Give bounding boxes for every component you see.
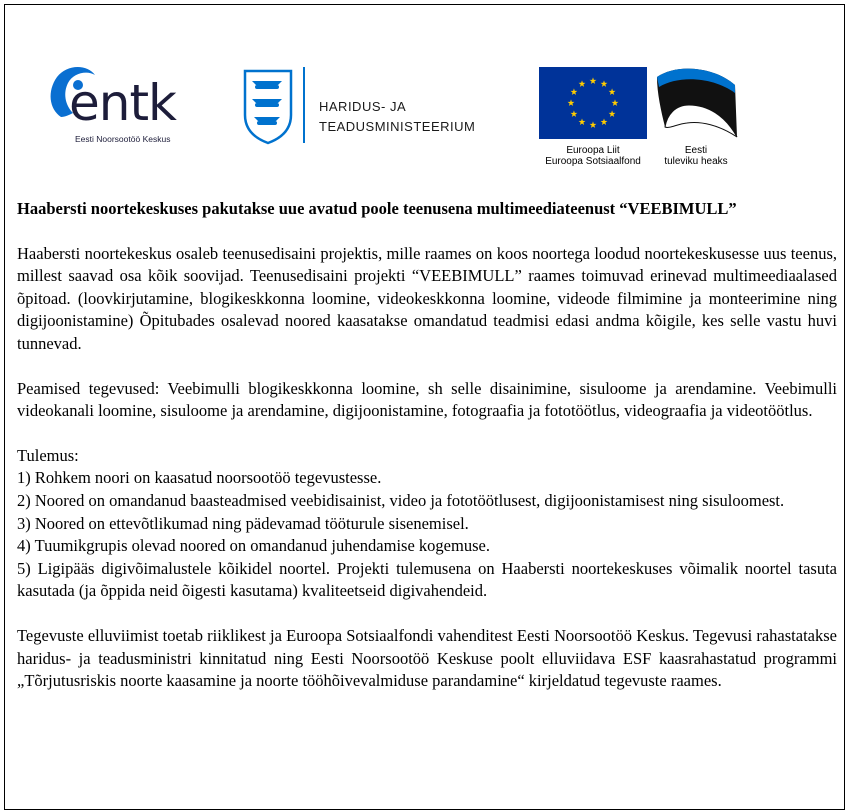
ministry-divider	[303, 67, 305, 143]
ministry-line-1: HARIDUS- JA	[319, 99, 407, 114]
document-title: Haabersti noortekeskuses pakutakse uue avatud poole teenusena multimeediateenust “VEEBIMULL”	[17, 199, 737, 218]
logo-bar	[5, 5, 846, 185]
eu-flag-icon	[539, 67, 647, 139]
result-item-5: 5) Ligipääs digivõimalustele kõikidel noortel. Projekti tulemusena on Haabersti noortekeskuses võimalik noortel tasuta kasutada (ja õppida neid õigesti kasutama) kvaliteetseid digivahendeid.	[17, 558, 837, 601]
document-page	[4, 4, 845, 810]
result-item-1: 1) Rohkem noori on kaasatud noorsootöö tegevustesse.	[17, 468, 382, 488]
result-item-2: 2) Noored on omandanud baasteadmised veebidisainist, video ja fototöötlusest, digijoonistamisest ning sisuloomest.	[17, 490, 785, 510]
intro-paragraph: Haabersti noortekeskus osaleb teenusedisaini projektis, mille raames on koos noortega loodud noortekeskusesse uus teenus, millest saavad osa kõik soovijad. Teenusedisaini projekti “VEEBIMULL” raames toimuvad erinevad multimeediaalased õpitoad. (loovkirjutamine, blogikeskkonna loomine, videokeskkonna loomine, videode filmimine ja monteerimine ning digijoonistamine) Õpitubades osalevad noored kaasatakse omandatud teadmisi edasi andma kõigile, kes selle vastu huvi tunnevad.	[17, 243, 837, 353]
activities-paragraph: Peamised tegevused: Veebimulli blogikeskkonna loomine, sh selle disainimine, sisuloome ja arendamine. Veebimulli videokanali loomine, sisuloome ja arendamine, digijoonistamine, fotograafia ja fototöötlus, videograafia ja videotöötlus.	[17, 378, 837, 421]
result-item-4: 4) Tuumikgrupis olevad noored on omandanud juhendamise kogemuse.	[17, 536, 490, 556]
entk-wordmark: entk	[69, 74, 177, 132]
entk-subtitle: Eesti Noorsootöö Keskus	[75, 134, 171, 144]
estonia-caption	[649, 145, 743, 167]
eu-caption-line-1: Euroopa Liit	[566, 145, 620, 156]
estonia-caption-line-1: Eesti	[684, 145, 708, 156]
ministry-logo	[237, 65, 477, 147]
estonia-caption-line-2: tuleviku heaks	[664, 156, 728, 167]
eu-caption-line-2: Euroopa Sotsiaalfond	[545, 156, 641, 167]
ministry-name	[319, 97, 475, 137]
entk-logo	[45, 61, 210, 151]
eu-caption	[531, 145, 655, 167]
result-item-3: 3) Noored on ettevõtlikumad ning pädevamad tööturule sisenemisel.	[17, 513, 469, 533]
results-heading: Tulemus:	[17, 445, 79, 465]
funding-paragraph: Tegevuste elluviimist toetab riiklikest ja Euroopa Sotsiaalfondi vahenditest Eesti Noorsootöö Keskus. Tegevusi rahastatakse haridus- ja teadusministri kinnitatud ning Eesti Noorsootöö Keskuse poolt elluviidava ESF kaasrahastatud programmi „Tõrjutusriskis noorte kaasamine ja noorte tööhõivevalmiduse parandamine“ kirjeldatud tegevuste raames.	[17, 625, 837, 691]
ministry-line-2: TEADUSMINISTEERIUM	[319, 119, 476, 134]
document-body	[17, 198, 837, 693]
three-lions-crest-icon	[243, 69, 293, 145]
estonian-flag-swoosh-icon	[649, 67, 743, 143]
